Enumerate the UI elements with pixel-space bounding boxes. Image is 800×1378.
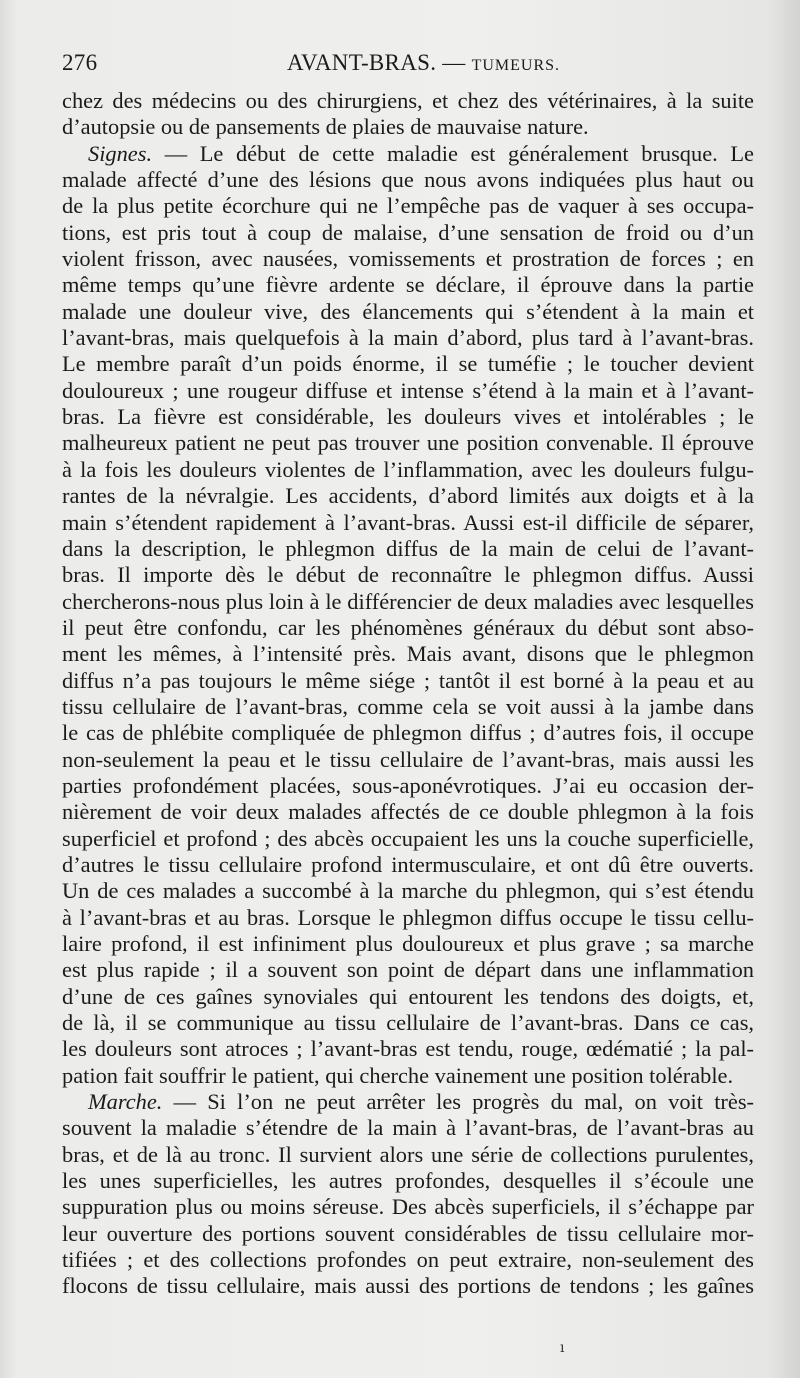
line-text: — Si l’on ne peut arrêter les progrès du mal, on voit très-: [162, 1089, 754, 1115]
line-text: — Le début de cette maladie est généralement brusque. Le: [152, 140, 754, 166]
line-text: bras. Il importe dès le début de reconnaître le phlegmon diffus. Aussi: [62, 562, 754, 588]
text-line: [62, 905, 754, 931]
line-text: parties profondément placées, sous-aponévrotiques. J’ai eu occasion der-: [62, 772, 754, 798]
line-text: même temps qu’une fièvre ardente se déclare, il éprouve dans la partie: [62, 272, 754, 298]
line-text: Le membre paraît d’un poids énorme, il se tuméfie ; le toucher devient: [62, 351, 754, 377]
text-line: [62, 799, 754, 825]
line-text: malheureux patient ne peut pas trouver une position convenable. Il éprouve: [62, 430, 754, 456]
chapter-title: AVANT-BRAS.: [287, 50, 437, 75]
line-text: nièrement de voir deux malades affectés de ce double phlegmon à la fois: [62, 799, 754, 825]
text-line: [62, 378, 754, 404]
line-text: les douleurs sont atroces ; l’avant-bras est tendu, rouge, œdématié ; la pal-: [62, 1036, 754, 1062]
text-line: [62, 747, 754, 773]
line-text: chercherons-nous plus loin à le différencier de deux maladies avec lesquelles: [62, 588, 754, 614]
text-line: [62, 114, 754, 140]
text-line: [62, 1168, 754, 1194]
line-text: pation fait souffrir le patient, qui cherche vainement une position tolérable.: [62, 1062, 734, 1088]
text-line: [62, 878, 754, 904]
line-text: à la fois les douleurs violentes de l’inflammation, avec les douleurs fulgu-: [62, 456, 754, 482]
line-text: rantes de la névralgie. Les accidents, d’abord limités aux doigts et à la: [62, 483, 754, 509]
line-text: laire profond, il est infiniment plus douloureux et plus grave ; sa marche: [62, 931, 754, 956]
line-text: superficiel et profond ; des abcès occupaient les uns la couche superficielle,: [62, 825, 754, 851]
line-text: de la plus petite écorchure qui ne l’empêche pas de vaquer à ses occupa-: [62, 193, 754, 219]
text-line: [62, 641, 754, 667]
line-text: l’avant-bras, mais quelquefois à la main d’abord, plus tard à l’avant-bras.: [62, 325, 754, 351]
line-text: est plus rapide ; il a souvent son point de départ dans une inflammation: [62, 957, 754, 983]
running-title: [287, 50, 560, 76]
text-line: [62, 1063, 754, 1089]
text-line: [62, 1010, 754, 1036]
line-text: dans la description, le phlegmon diffus de la main de celui de l’avant-: [62, 535, 754, 561]
text-line: [62, 1089, 754, 1115]
text-line: [62, 325, 754, 351]
text-line: [62, 246, 754, 272]
line-text: bras, et de là au tronc. Il survient alors une série de collections purulentes,: [62, 1141, 754, 1167]
text-line: [62, 720, 754, 746]
line-text: bras. La fièvre est considérable, les douleurs vives et intolérables ; le: [62, 404, 754, 430]
body-text: [62, 88, 754, 1300]
text-line: [62, 510, 754, 536]
line-text: d’autres le tissu cellulaire profond intermusculaire, et ont dû être ouverts.: [62, 851, 754, 877]
text-line: [62, 668, 754, 694]
line-text: tions, est pris tout à coup de malaise, d’une sensation de froid ou d’un: [62, 219, 754, 245]
line-text: ment les mêmes, à l’intensité près. Mais avant, disons que le phlegmon: [62, 641, 754, 667]
line-text: les unes superficielles, les autres profondes, desquelles il s’écoule une: [62, 1168, 754, 1194]
signature-mark: ı: [560, 1340, 565, 1356]
line-text: violent frisson, avec nausées, vomissements et prostration de forces ; en: [62, 246, 754, 272]
line-text: chez des médecins ou des chirurgiens, et chez des vétérinaires, à la suite: [62, 88, 754, 113]
text-line: [62, 404, 754, 430]
text-line: [62, 220, 754, 246]
text-line: [62, 483, 754, 509]
text-line: [62, 1273, 754, 1299]
text-line: [62, 773, 754, 799]
line-text: d’une de ces gaînes synoviales qui entourent les tendons des doigts, et,: [62, 983, 754, 1009]
text-line: [62, 88, 754, 114]
text-line: [62, 1221, 754, 1247]
line-text: le cas de phlébite compliquée de phlegmon diffus ; d’autres fois, il occupe: [62, 720, 754, 746]
paragraph-lead: Marche.: [88, 1089, 163, 1115]
line-text: d’autopsie ou de pansements de plaies de mauvaise nature.: [62, 114, 589, 140]
running-header: [62, 50, 760, 80]
text-line: [62, 430, 754, 456]
text-line: [62, 615, 754, 641]
line-text: malade affecté d’une des lésions que nous avons indiquées plus haut ou: [62, 167, 754, 193]
text-line: [62, 562, 754, 588]
text-line: [62, 694, 754, 720]
section-title: TUMEURS.: [471, 57, 561, 74]
text-line: [62, 536, 754, 562]
text-line: [62, 193, 754, 219]
title-separator: —: [442, 50, 466, 75]
line-text: malade une douleur vive, des élancements qui s’étendent à la main et: [62, 298, 754, 324]
page-number: 276: [62, 50, 98, 75]
line-text: suppuration plus ou moins séreuse. Des abcès superficiels, il s’échappe par: [62, 1194, 754, 1220]
text-line: [62, 272, 754, 298]
text-line: [62, 984, 754, 1010]
line-text: diffus n’a pas toujours le même siége ; tantôt il est borné à la peau et au: [62, 667, 754, 693]
line-text: main s’étendent rapidement à l’avant-bras. Aussi est-il difficile de séparer,: [62, 509, 754, 535]
text-line: [62, 852, 754, 878]
line-text: il peut être confondu, car les phénomènes généraux du début sont abso-: [62, 614, 754, 640]
text-line: [62, 957, 754, 983]
line-text: non-seulement la peau et le tissu cellulaire de l’avant-bras, mais aussi les: [62, 746, 754, 772]
text-line: [62, 826, 754, 852]
text-line: [62, 1142, 754, 1168]
line-text: Un de ces malades a succombé à la marche du phlegmon, qui s’est étendu: [62, 878, 754, 904]
line-text: de là, il se communique au tissu cellulaire de l’avant-bras. Dans ce cas,: [62, 1010, 754, 1036]
text-line: [62, 299, 754, 325]
text-line: [62, 1036, 754, 1062]
paragraph-lead: Signes.: [88, 140, 153, 166]
text-line: [62, 1247, 754, 1273]
line-text: tifiées ; et des collections profondes on peut extraire, non-seulement des: [62, 1247, 754, 1273]
text-line: [62, 457, 754, 483]
line-text: à l’avant-bras et au bras. Lorsque le phlegmon diffus occupe le tissu cellu-: [62, 904, 754, 930]
text-line: [62, 1115, 754, 1141]
line-text: douloureux ; une rougeur diffuse et intense s’étend à la main et à l’avant-: [62, 377, 754, 403]
text-line: [62, 141, 754, 167]
text-line: [62, 167, 754, 193]
text-line: [62, 351, 754, 377]
line-text: leur ouverture des portions souvent considérables de tissu cellulaire mor-: [62, 1220, 754, 1246]
text-line: [62, 1194, 754, 1220]
text-line: [62, 931, 754, 957]
line-text: souvent la maladie s’étendre de la main à l’avant-bras, de l’avant-bras au: [62, 1115, 754, 1141]
line-text: tissu cellulaire de l’avant-bras, comme cela se voit aussi à la jambe dans: [62, 693, 754, 719]
line-text: flocons de tissu cellulaire, mais aussi des portions de tendons ; les gaînes: [62, 1273, 754, 1299]
text-line: [62, 589, 754, 615]
